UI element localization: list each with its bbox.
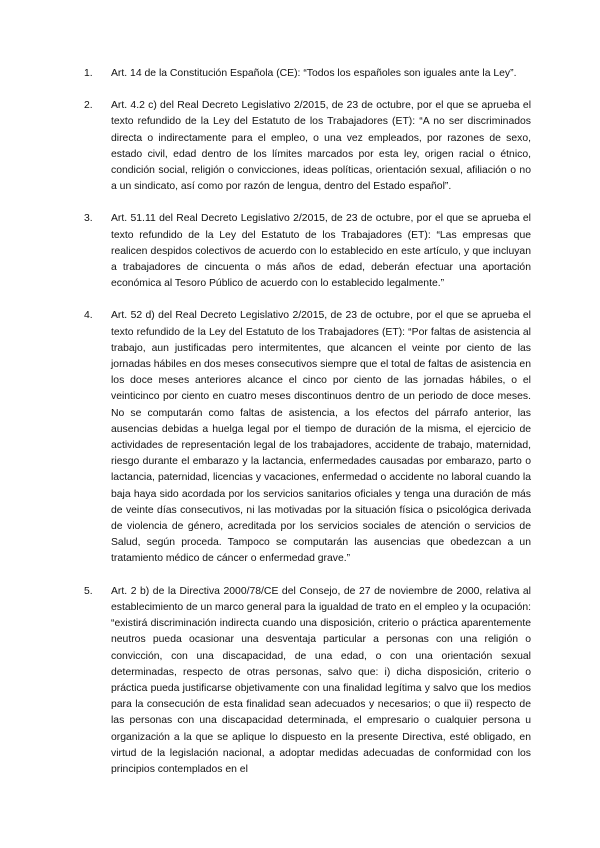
list-item-number: 1. xyxy=(84,68,93,79)
list-item xyxy=(84,66,531,82)
list-item-text: Art. 51.11 del Real Decreto Legislativo 2/2015, de 23 de octubre, por el que se aprueba el texto refundido de la Ley del Estatuto de los Trabajadores (ET): “Las empresas que realicen despidos colectivos de acuerdo con lo establecido en este artículo, y que incluyan a trabajadores de cincuenta o más años de edad, deberán efectuar una aportación económica al Tesoro Público de acuerdo con lo establecido legalmente.” xyxy=(111,213,531,290)
list-item xyxy=(84,308,531,567)
list-item-number: 3. xyxy=(84,213,93,225)
list-item xyxy=(84,211,531,292)
list-item-text: Art. 52 d) del Real Decreto Legislativo 2/2015, de 23 de octubre, por el que se aprueba el texto refundido de la Ley del Estatuto de los Trabajadores (ET): “Por faltas de asistencia al trabajo, aun justificadas pero intermitentes, que alcancen el veinte por ciento de las jornadas hábiles en dos meses consecutivos siempre que el total de faltas de asistencia en los doce meses anteriores alcance el cinco por ciento de las jornadas hábiles, o el veinticinco por ciento en cuatro meses discontinuos dentro de un periodo de doce meses. No se computarán como faltas de asistencia, a los efectos del párrafo anterior, las ausencias debidas a huelga legal por el tiempo de duración de la misma, el ejercicio de actividades de representación legal de los trabajadores, accidente de trabajo, maternidad, riesgo durante el embarazo y la lactancia, enfermedades causadas por embarazo, parto o lactancia, paternidad, licencias y vacaciones, enfermedad o accidente no laboral cuando la baja haya sido acordada por los servicios sanitarios oficiales y tenga una duración de más de veinte días consecutivos, ni las motivadas por la situación física o psicológica derivada de violencia de género, acreditada por los servicios sociales de atención o servicios de Salud, según proceda. Tampoco se computarán las ausencias que obedezcan a un tratamiento médico de cáncer o enfermedad grave.” xyxy=(111,310,531,565)
list-item-text: Art. 4.2 c) del Real Decreto Legislativo 2/2015, de 23 de octubre, por el que se aprueba el texto refundido de la Ley del Estatuto de los Trabajadores (ET): “A no ser discriminados directa o indirectamente para el empleo, o una vez empleados, por razones de sexo, estado civil, edad dentro de los límites marcados por esta ley, origen racial o étnico, condición social, religión o convicciones, ideas políticas, orientación sexual, afiliación o no a un sindicato, así como por razón de lengua, dentro del Estado español”. xyxy=(111,100,531,193)
list-item-text: Art. 14 de la Constitución Española (CE): “Todos los españoles son iguales ante la Ley”. xyxy=(111,68,517,79)
legal-articles-list xyxy=(84,66,531,794)
list-item xyxy=(84,98,531,195)
list-item-number: 4. xyxy=(84,310,93,322)
list-item-text: Art. 2 b) de la Directiva 2000/78/CE del Consejo, de 27 de noviembre de 2000, relativa al establecimiento de un marco general para la igualdad de trato en el empleo y la ocupación: “existirá discriminación indirecta cuando una disposición, criterio o práctica aparentemente neutros pueda ocasionar una desventaja particular a personas con una religión o convicción, con una discapacidad, de una edad, o con una orientación sexual determinadas, respecto de otras personas, salvo que: i) dicha disposición, criterio o práctica pueda justificarse objetivamente con una finalidad legítima y salvo que los medios para la consecución de esta finalidad sean adecuados y necesarios; o que ii) respecto de las personas con una discapacidad determinada, el empresario o cualquier persona u organización a la que se aplique lo dispuesto en la presente Directiva, esté obligado, en virtud de la legislación nacional, a adoptar medidas adecuadas de conformidad con los principios contemplados en el xyxy=(111,585,531,775)
list-item xyxy=(84,584,531,778)
list-item-number: 2. xyxy=(84,100,93,112)
list-item-number: 5. xyxy=(84,585,93,597)
